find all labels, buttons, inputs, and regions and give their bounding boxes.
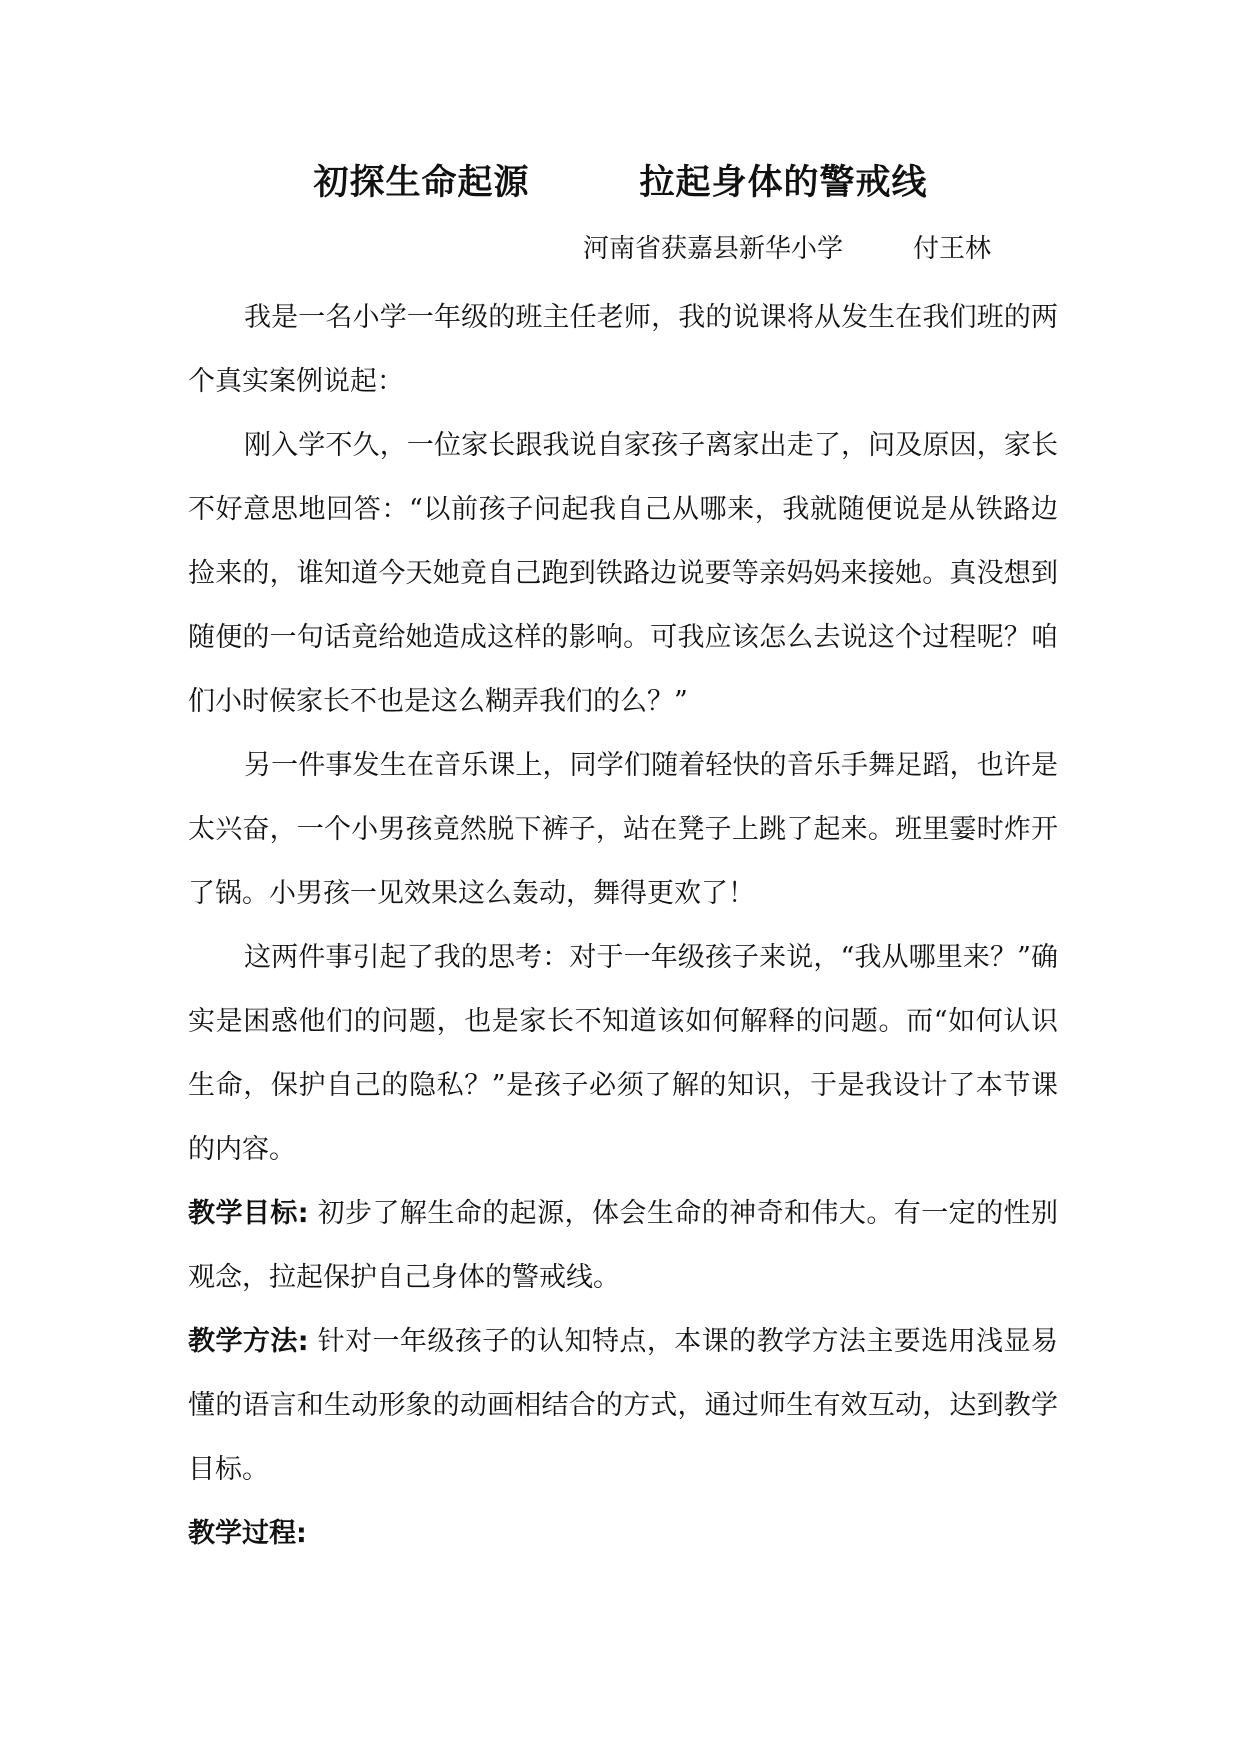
teaching-method-label: 教学方法: xyxy=(188,1326,309,1357)
teaching-method-section xyxy=(188,1310,1058,1502)
teaching-goal-text: 初步了解生命的起源，体会生命的神奇和伟大。有一定的性别观念，拉起保护自己身体的警戒线。 xyxy=(188,1198,1058,1293)
intro-paragraph: 我是一名小学一年级的班主任老师，我的说课将从发生在我们班的两个真实案例说起： xyxy=(188,302,1058,397)
byline xyxy=(583,228,991,265)
document-title xyxy=(0,155,1241,205)
title-left: 初探生命起源 xyxy=(313,163,530,203)
byline-school: 河南省获嘉县新华小学 xyxy=(583,234,844,264)
teaching-method-text: 针对一年级孩子的认知特点，本课的教学方法主要选用浅显易懂的语言和生动形象的动画相结合的方式，通过师生有效互动，达到教学目标。 xyxy=(188,1326,1058,1485)
title-right: 拉起身体的警戒线 xyxy=(639,163,928,203)
case-two-paragraph: 另一件事发生在音乐课上，同学们随着轻快的音乐手舞足蹈，也许是太兴奋，一个小男孩竟然脱下裤子，站在凳子上跳了起来。班里霎时炸开了锅。小男孩一见效果这么轰动，舞得更欢了！ xyxy=(188,750,1058,909)
teaching-goal-label: 教学目标: xyxy=(188,1198,309,1229)
reflection-paragraph: 这两件事引起了我的思考：对于一年级孩子来说，“我从哪里来？”确实是困惑他们的问题，也是家长不知道该如何解释的问题。而“如何认识生命，保护自己的隐私？”是孩子必须了解的知识，于是我设计了本节课的内容。 xyxy=(188,942,1058,1165)
byline-author: 付王林 xyxy=(913,234,992,264)
case-one-paragraph: 刚入学不久，一位家长跟我说自家孩子离家出走了，问及原因，家长不好意思地回答：“以前孩子问起我自己从哪来，我就随便说是从铁路边捡来的，谁知道今天她竟自己跑到铁路边说要等亲妈妈来接她。真没想到随便的一句话竟给她造成这样的影响。可我应该怎么去说这个过程呢？咱们小时候家长不也是这么糊弄我们的么？” xyxy=(188,430,1058,717)
document-body xyxy=(188,286,1058,1566)
teaching-process-section xyxy=(188,1502,1058,1566)
teaching-goal-section xyxy=(188,1182,1058,1310)
teaching-process-label: 教学过程: xyxy=(188,1518,307,1549)
